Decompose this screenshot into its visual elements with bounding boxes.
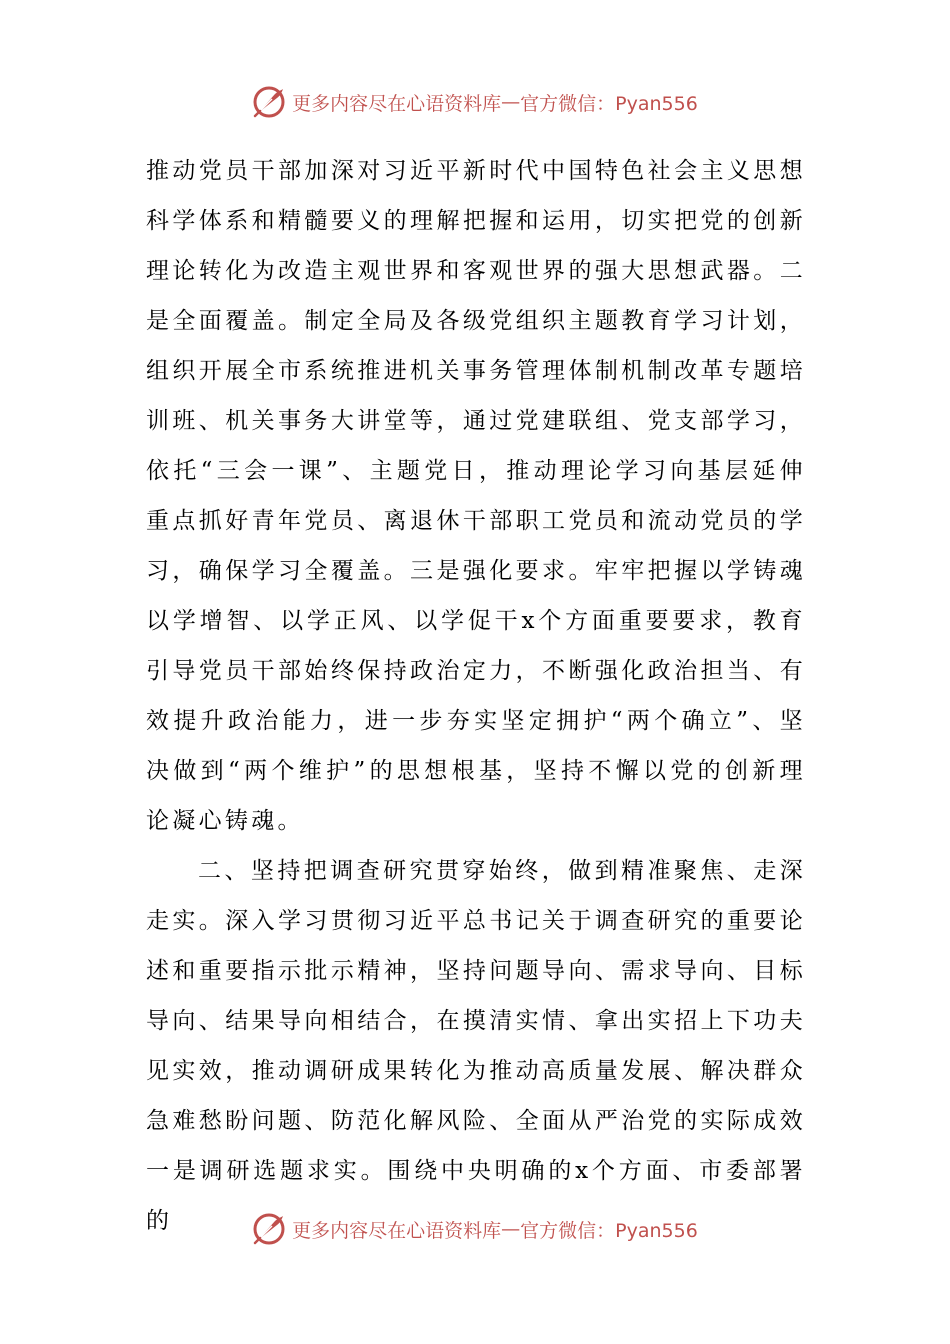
document-body [146,146,806,1246]
watermark-wechat-text: 官方微信：Pyan556 [520,1219,698,1242]
watermark-main-text: 更多内容尽在心语资料库 [292,1219,502,1242]
paragraph-1: 推动党员干部加深对习近平新时代中国特色社会主义思想科学体系和精髓要义的理解把握和运用，切实把党的创新理论转化为改造主观世界和客观世界的强大思想武器。二是全面覆盖。制定全局及各级党组织主题教育学习计划，组织开展全市系统推进机关事务管理体制机制改革专题培训班、机关事务大讲堂等，通过党建联组、党支部学习，依托“三会一课”、主题党日，推动理论学习向基层延伸重点抓好青年党员、离退休干部职工党员和流动党员的学习，确保学习全覆盖。三是强化要求。牢牢把握以学铸魂以学增智、以学正风、以学促干x个方面重要要求，教育引导党员干部始终保持政治定力，不断强化政治担当、有效提升政治能力，进一步夯实坚定拥护“两个确立”、坚决做到“两个维护”的思想根基，坚持不懈以党的创新理论凝心铸魂。 [146,158,806,834]
quill-pen-in-circle-icon [252,1212,286,1246]
header-watermark [0,82,950,122]
footer-watermark [0,1209,950,1249]
quill-pen-in-circle-icon [252,85,286,119]
watermark-separator: — [501,1218,521,1240]
paragraph-2: 二、坚持把调查研究贯穿始终，做到精准聚焦、走深走实。深入学习贯彻习近平总书记关于调查研究的重要论述和重要指示批示精神，坚持问题导向、需求导向、目标导向、结果导向相结合，在摸清实情、拿出实招上下功夫见实效，推动调研成果转化为推动高质量发展、解决群众急难愁盼问题、防范化解风险、全面从严治党的实际成效一是调研选题求实。围绕中央明确的x个方面、市委部署的 [146,858,806,1234]
watermark-wechat-text: 官方微信：Pyan556 [520,92,698,115]
watermark-main-text: 更多内容尽在心语资料库 [292,92,502,115]
watermark-separator: — [501,91,521,113]
